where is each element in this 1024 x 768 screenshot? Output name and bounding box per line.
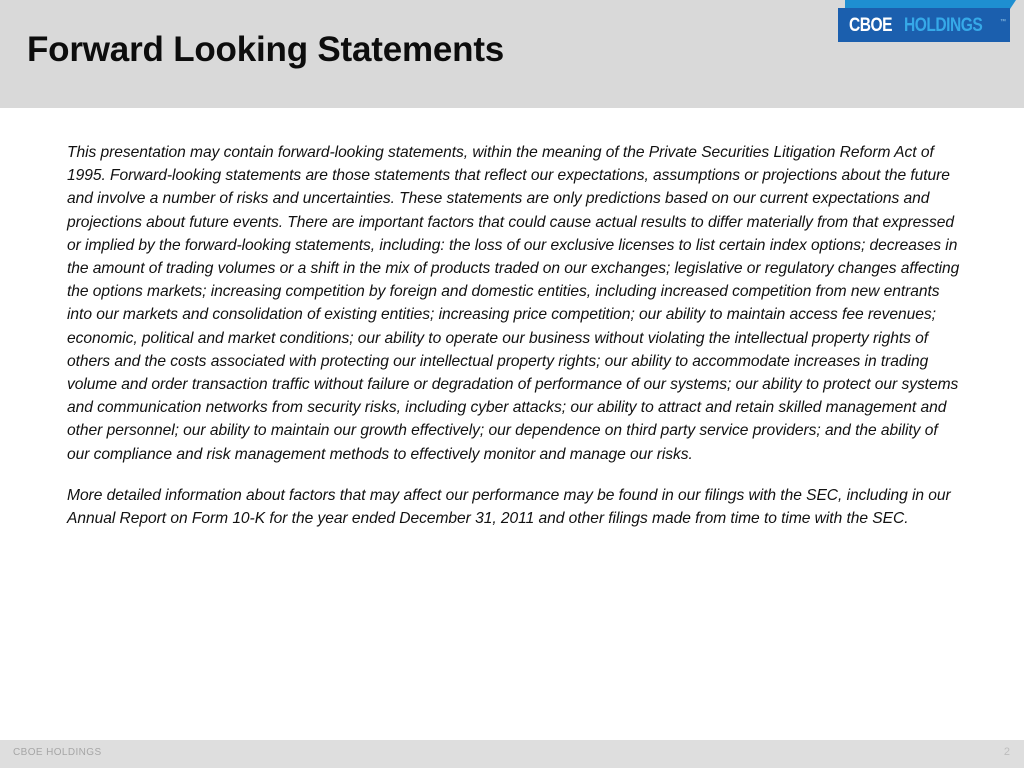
disclaimer-paragraph-1: This presentation may contain forward-looking statements, within the meaning of the Private Securities Litigation Reform Act of 1995. Forward-looking statements are those statements that reflect our expectations, assumptions or projections about the future and involve a number of risks and uncertainties. These statements are only predictions based on our current expectations and projections about future events. There are important factors that could cause actual results to differ materially from that expressed or implied by the forward-looking statements, including: the loss of our exclusive licenses to list certain index options; decreases in the amount of trading volumes or a shift in the mix of products traded on our exchanges; legislative or regulatory changes affecting the options markets; increasing competition by foreign and domestic entities, including increased competition from new entrants into our markets and consolidation of existing entities; increasing price competition; our ability to maintain access fee revenues; economic, political and market conditions; our ability to operate our business without violating the intellectual property rights of others and the costs associated with protecting our intellectual property rights; our ability to accommodate increases in trading volume and order transaction traffic without failure or degradation of performance of our systems; our ability to protect our systems and communication networks from security risks, including cyber attacks; our ability to attract and retain skilled management and other personnel; our ability to maintain our growth effectively; our dependence on third party service providers; and the ability of our compliance and risk management methods to effectively monitor and manage our risks.	[67, 144, 960, 463]
logo-holdings-text: HOLDINGS	[903, 14, 982, 36]
footer-company-label: CBOE HOLDINGS	[13, 747, 102, 758]
logo-wordmark	[838, 8, 1010, 42]
page-number: 2	[1003, 746, 1010, 758]
footer-band	[0, 740, 1024, 768]
page-title: Forward Looking Statements	[27, 30, 505, 69]
disclaimer-paragraph-2: More detailed information about factors that may affect our performance may be found in our filings with the SEC, including in our Annual Report on Form 10-K for the year ended December 31, 2011 and other filings made from time to time with the SEC.	[67, 486, 951, 528]
cboe-holdings-logo	[838, 0, 1010, 42]
logo-cboe-text: CBOE	[849, 14, 893, 36]
body-content	[67, 141, 962, 530]
logo-box	[838, 8, 1010, 42]
trademark-icon: ™	[1000, 19, 1006, 25]
